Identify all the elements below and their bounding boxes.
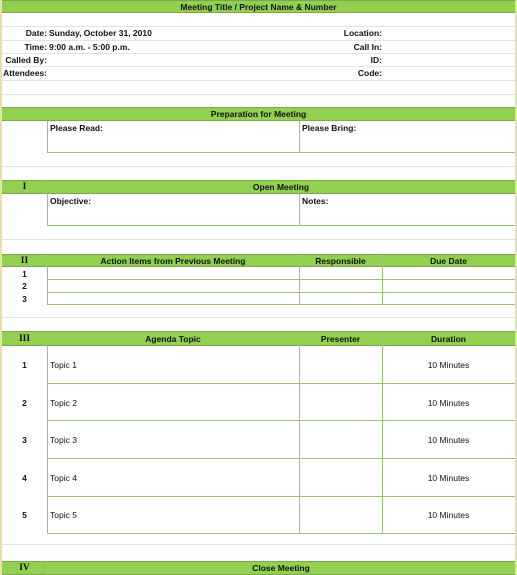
agenda-topic: Topic 3 xyxy=(50,435,77,445)
action-items-header xyxy=(2,254,515,267)
agenda-col-duration: Duration xyxy=(431,333,466,344)
agenda-duration: 10 Minutes xyxy=(427,360,470,370)
notes-label: Notes: xyxy=(302,196,329,206)
call-in-label: Call In: xyxy=(353,42,382,52)
attendees-label: Attendees: xyxy=(3,68,47,78)
close-meeting-bar xyxy=(2,561,515,575)
header-title: Meeting Title / Project Name & Number xyxy=(180,1,337,12)
date-label: Date: xyxy=(25,28,47,38)
preparation-title: Preparation for Meeting xyxy=(210,109,307,119)
agenda-row-number: 5 xyxy=(22,510,27,520)
agenda-topic: Topic 1 xyxy=(50,360,77,370)
section-numeral: I xyxy=(22,182,27,192)
agenda-duration: 10 Minutes xyxy=(427,398,470,408)
date-value: Sunday, October 31, 2010 xyxy=(49,28,152,38)
agenda-col-topic: Agenda Topic xyxy=(145,333,201,344)
action-items-col-item: Action Items from Previous Meeting xyxy=(100,255,246,266)
code-label: Code: xyxy=(357,68,382,78)
section-numeral: II xyxy=(20,255,29,266)
action-items-col-responsible: Responsible xyxy=(315,255,366,266)
location-label: Location: xyxy=(343,28,382,38)
agenda-sheet xyxy=(2,0,515,575)
agenda-row-number: 4 xyxy=(22,473,27,483)
agenda-duration: 10 Minutes xyxy=(427,510,470,520)
agenda-row-number: 3 xyxy=(22,435,27,445)
section-numeral: IV xyxy=(19,563,30,573)
open-meeting-title: Open Meeting xyxy=(252,182,310,192)
please-bring-label: Please Bring: xyxy=(302,123,357,133)
id-label: ID: xyxy=(370,55,382,65)
agenda-row-number: 1 xyxy=(22,360,27,370)
agenda-header xyxy=(2,331,515,346)
time-value: 9:00 a.m. - 5:00 p.m. xyxy=(49,42,130,52)
agenda-topic: Topic 4 xyxy=(50,473,77,483)
agenda-duration: 10 Minutes xyxy=(427,435,470,445)
agenda-duration: 10 Minutes xyxy=(427,473,470,483)
action-item-number: 2 xyxy=(22,281,27,291)
time-label: Time: xyxy=(24,42,47,52)
action-items-col-due: Due Date xyxy=(430,255,467,266)
header-title-bar xyxy=(2,0,515,13)
objective-label: Objective: xyxy=(50,196,92,206)
agenda-row-number: 2 xyxy=(22,398,27,408)
open-meeting-bar xyxy=(2,180,515,194)
section-numeral: III xyxy=(18,333,31,344)
close-meeting-title: Close Meeting xyxy=(252,563,310,573)
action-item-number: 3 xyxy=(22,294,27,304)
called-by-label: Called By: xyxy=(5,55,47,65)
agenda-col-presenter: Presenter xyxy=(320,333,361,344)
agenda-topic: Topic 2 xyxy=(50,398,77,408)
preparation-bar xyxy=(2,107,515,121)
action-item-number: 1 xyxy=(22,269,27,279)
please-read-label: Please Read: xyxy=(50,123,103,133)
agenda-topic: Topic 5 xyxy=(50,510,77,520)
